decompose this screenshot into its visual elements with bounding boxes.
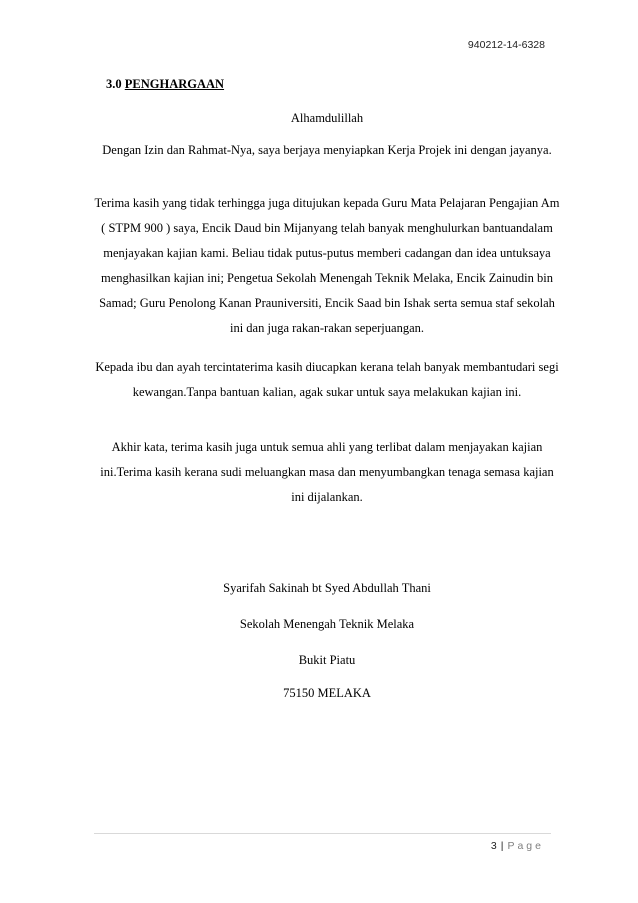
- paragraph-teachers: [94, 191, 560, 341]
- signature-area: Bukit Piatu: [298, 653, 356, 667]
- signature-name: Syarifah Sakinah bt Syed Abdullah Thani: [223, 581, 431, 595]
- paragraph-text: Terima kasih yang tidak terhingga juga ditujukan kepada Guru Mata Pelajaran Pengajian Am ( STPM 900 ) saya, Encik Daud bin Mijanyang telah banyak menghulurkan bantuandalam menjayakan kajian kami. Beliau tidak putus-putus memberi cadangan dan idea untuksaya menghasilkan kajian ini; Pengetua Sekolah Menengah Teknik Melaka, Encik Zainudin bin Samad; Guru Penolong Kanan Prauniversiti, Encik Saad bin Ishak serta semua staf sekolah ini dan juga rakan-rakan seperjuangan.: [94, 196, 560, 335]
- paragraph-text: Alhamdulillah: [290, 111, 364, 125]
- paragraph-greeting: [94, 106, 560, 131]
- paragraph-closing: [94, 435, 560, 510]
- section-heading: [106, 77, 224, 92]
- header-id-number: 940212-14-6328: [467, 39, 545, 51]
- signature-postcode-city: 75150 MELAKA: [283, 686, 371, 700]
- page-label: Page: [507, 840, 544, 852]
- paragraph-text: Kepada ibu dan ayah tercintaterima kasih diucapkan kerana telah banyak membantudari segi kewangan.Tanpa bantuan kalian, agak sukar untuk saya melakukan kajian ini.: [95, 360, 559, 399]
- page-number: 3: [490, 840, 497, 852]
- signature-school: Sekolah Menengah Teknik Melaka: [239, 617, 415, 631]
- paragraph-text: Dengan Izin dan Rahmat-Nya, saya berjaya menyiapkan Kerja Projek ini dengan jayanya.: [102, 143, 552, 157]
- footer-divider: [94, 833, 551, 834]
- section-title: PENGHARGAAN: [124, 77, 225, 91]
- paragraph-parents: [94, 355, 560, 405]
- section-number: 3.0: [106, 77, 122, 91]
- paragraph-text: Akhir kata, terima kasih juga untuk semua ahli yang terlibat dalam menjayakan kajian ini.Terima kasih kerana sudi meluangkan masa dan menyumbangkan tenaga semasa kajian ini dijalankan.: [100, 440, 554, 504]
- footer-page-indicator: [491, 840, 544, 852]
- paragraph-intro: [94, 138, 560, 163]
- page-separator: |: [500, 840, 504, 852]
